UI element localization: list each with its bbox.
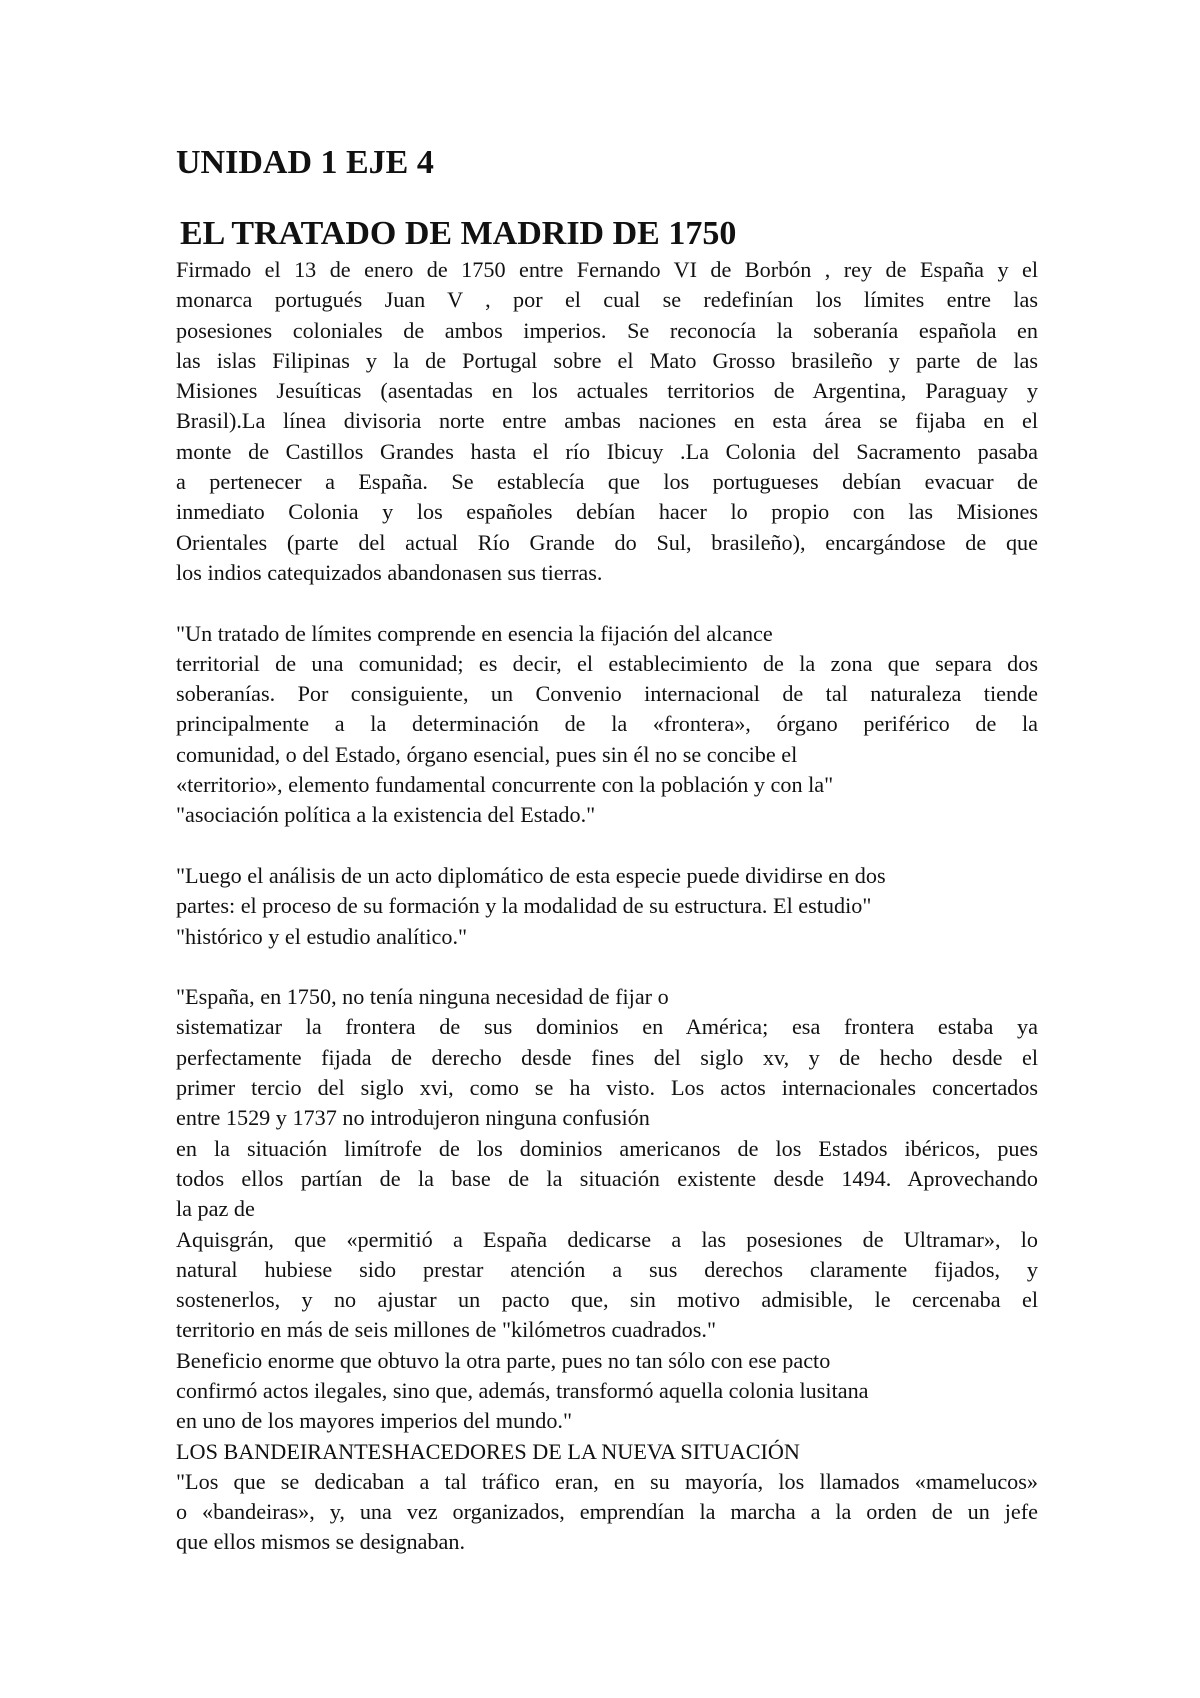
text-line: las islas Filipinas y la de Portugal sobre el Mato Grosso brasileño y parte de las — [176, 347, 1038, 373]
paragraph-spacer — [176, 588, 1038, 618]
text-line: posesiones coloniales de ambos imperios. Se reconocía la soberanía española en — [176, 317, 1038, 343]
paragraph-quote-analysis — [176, 861, 1038, 952]
paragraph-quote-bandeirantes — [176, 1467, 1038, 1558]
text-line: Brasil).La línea divisoria norte entre ambas naciones en esta área se fijaba en el — [176, 408, 1038, 434]
text-line: Firmado el 13 de enero de 1750 entre Fernando VI de Borbón , rey de España y el — [176, 257, 1038, 282]
text-line: Orientales (parte del actual Río Grande do Sul, brasileño), encargándose de que — [176, 529, 1038, 555]
text-line: territorial de una comunidad; es decir, el establecimiento de la zona que separa dos — [176, 650, 1038, 676]
text-line: territorio en más de seis millones de "kilómetros cuadrados." — [176, 1317, 717, 1343]
text-line: "Luego el análisis de un acto diplomático de esta especie puede dividirse en dos — [176, 862, 886, 888]
text-line: perfectamente fijada de derecho desde fines del siglo xv, y de hecho desde el — [176, 1044, 1038, 1070]
text-line: "Un tratado de límites comprende en esencia la fijación del alcance — [176, 620, 773, 646]
unit-title: UNIDAD 1 EJE 4 — [176, 144, 434, 181]
text-line: o «bandeiras», y, una vez organizados, emprendían la marcha a la orden de un jefe — [176, 1499, 1038, 1525]
text-line: Aquisgrán, que «permitió a España dedicarse a las posesiones de Ultramar», lo — [176, 1226, 1038, 1252]
text-line: entre 1529 y 1737 no introdujeron ninguna confusión — [176, 1105, 650, 1131]
paragraph-treaty-summary — [176, 255, 1038, 588]
text-line: todos ellos partían de la base de la situación existente desde 1494. Aprovechando — [176, 1165, 1038, 1191]
paragraph-quote-limits — [176, 619, 1038, 831]
document-title: EL TRATADO DE MADRID DE 1750 — [180, 215, 737, 252]
text-line: que ellos mismos se designaban. — [176, 1529, 466, 1555]
paragraph-quote-spain — [176, 982, 1038, 1436]
text-line: monarca portugués Juan V , por el cual se redefinían los límites entre las — [176, 287, 1038, 313]
paragraph-spacer — [176, 831, 1038, 861]
text-line: comunidad, o del Estado, órgano esencial, pues sin él no se concibe el — [176, 741, 798, 767]
text-line: «territorio», elemento fundamental concurrente con la población y con la" — [176, 772, 834, 798]
text-line: natural hubiese sido prestar atención a sus derechos claramente fijados, y — [176, 1256, 1038, 1282]
document-body — [176, 255, 1038, 1558]
text-line: en la situación limítrofe de los dominios americanos de los Estados ibéricos, pues — [176, 1135, 1038, 1161]
paragraph-spacer — [176, 952, 1038, 982]
text-line: confirmó actos ilegales, sino que, además, transformó aquella colonia lusitana — [176, 1377, 869, 1403]
text-line: partes: el proceso de su formación y la modalidad de su estructura. El estudio" — [176, 893, 872, 919]
text-line: la paz de — [176, 1196, 255, 1222]
text-line: los indios catequizados abandonasen sus tierras. — [176, 559, 603, 585]
text-line: sistematizar la frontera de sus dominios en América; esa frontera estaba ya — [176, 1014, 1038, 1040]
section-subheading: LOS BANDEIRANTESHACEDORES DE LA NUEVA SITUACIÓN — [176, 1438, 800, 1464]
text-line: en uno de los mayores imperios del mundo." — [176, 1408, 573, 1434]
text-line: a pertenecer a España. Se establecía que los portugueses debían evacuar de — [176, 469, 1038, 495]
text-line: soberanías. Por consiguiente, un Convenio internacional de tal naturaleza tiende — [176, 681, 1038, 707]
text-line: "histórico y el estudio analítico." — [176, 923, 468, 949]
text-line: "asociación política a la existencia del Estado." — [176, 802, 596, 828]
text-line: "España, en 1750, no tenía ninguna necesidad de fijar o — [176, 984, 669, 1010]
text-line: inmediato Colonia y los españoles debían hacer lo propio con las Misiones — [176, 499, 1038, 525]
text-line: principalmente a la determinación de la «frontera», órgano periférico de la — [176, 711, 1038, 737]
text-line: Beneficio enorme que obtuvo la otra parte, pues no tan sólo con ese pacto — [176, 1347, 831, 1373]
text-line: sostenerlos, y no ajustar un pacto que, sin motivo admisible, le cercenaba el — [176, 1287, 1038, 1313]
text-line: Misiones Jesuíticas (asentadas en los actuales territorios de Argentina, Paraguay y — [176, 378, 1038, 404]
text-line: monte de Castillos Grandes hasta el río Ibicuy .La Colonia del Sacramento pasaba — [176, 438, 1038, 464]
text-line: primer tercio del siglo xvi, como se ha visto. Los actos internacionales concertados — [176, 1075, 1038, 1101]
text-line: "Los que se dedicaban a tal tráfico eran, en su mayoría, los llamados «mamelucos» — [176, 1468, 1038, 1494]
